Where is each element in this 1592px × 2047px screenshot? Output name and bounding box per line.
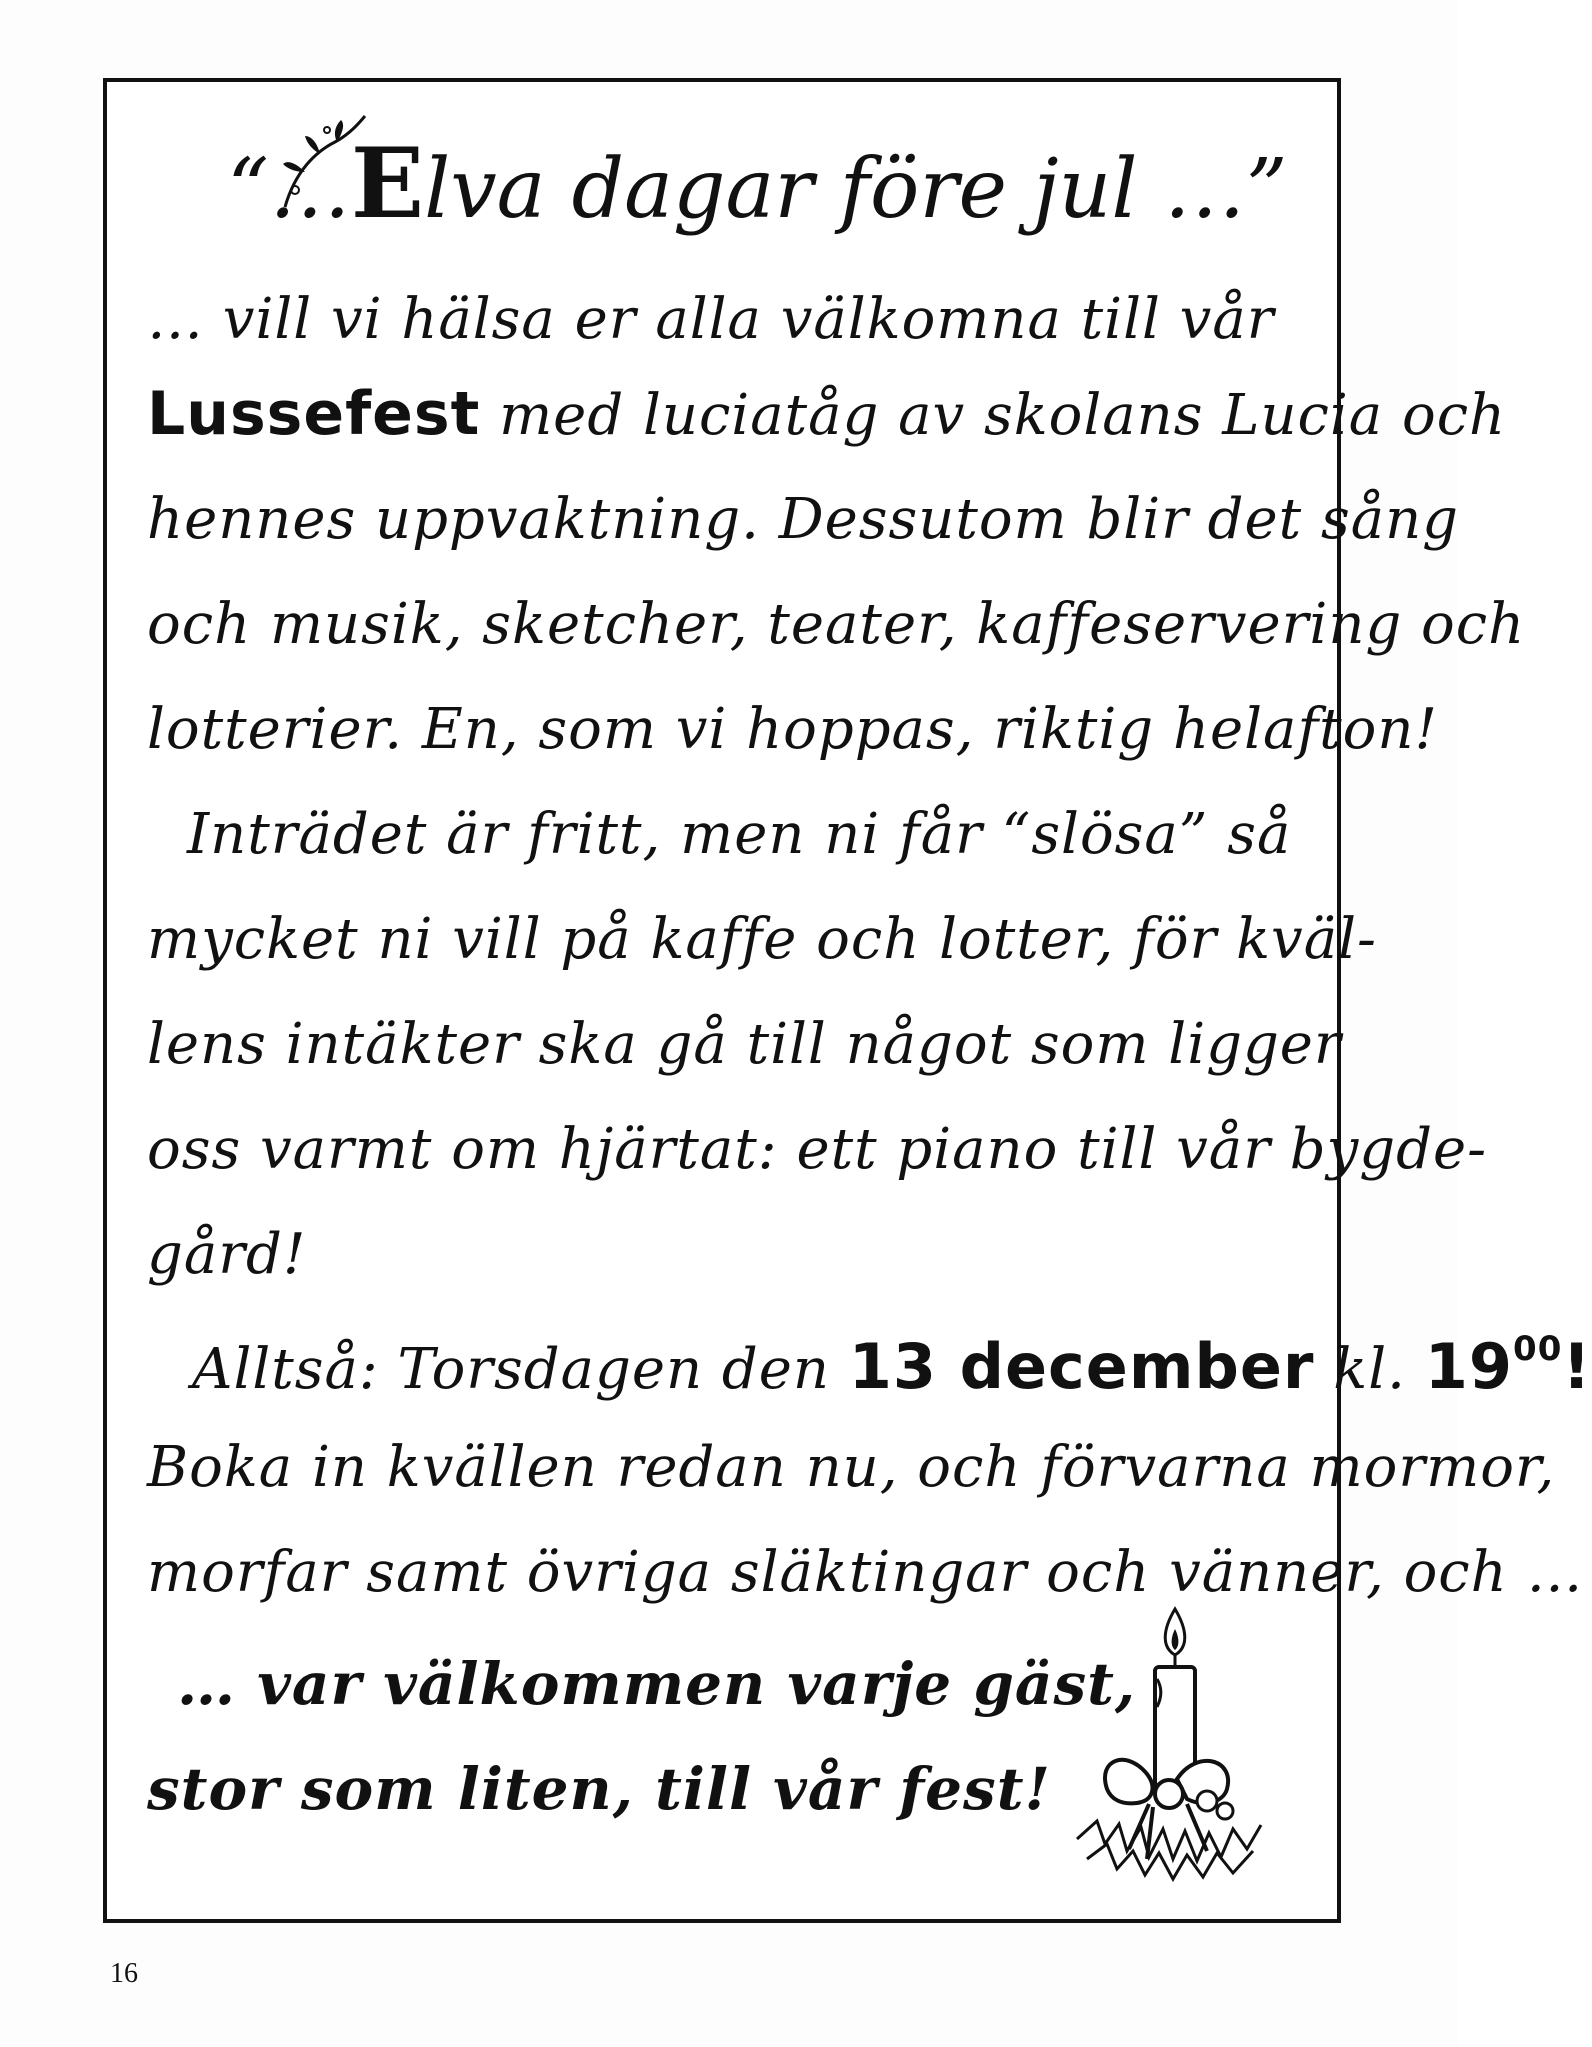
heading-initial: E (350, 127, 425, 240)
lussefest-word: Lussefest (147, 379, 481, 449)
date-intro: Alltså: Torsdagen den (192, 1337, 830, 1402)
candle-wreath-icon (1057, 1589, 1277, 1889)
heading-rest: lva dagar före jul … (424, 142, 1246, 237)
text-line-5: lotterier. En, som vi hoppas, riktig helafton! (147, 697, 1438, 762)
invitation-frame (103, 78, 1592, 1923)
text-line-3: hennes uppvaktning. Dessutom blir det sång (147, 487, 1460, 552)
text-line-10: gård! (147, 1222, 307, 1287)
heading-close-quote: ” (1245, 142, 1288, 237)
event-time-hour: 19 (1424, 1330, 1514, 1403)
event-time (1425, 1330, 1592, 1403)
text-line-7: mycket ni vill på kaffe och lotter, för kväl- (147, 907, 1377, 972)
text-line-2-rest: med luciatåg av skolans Lucia och (499, 383, 1507, 448)
text-line-6: Inträdet är fritt, men ni får “slösa” så (187, 802, 1292, 867)
text-line-12: Boka in kvällen redan nu, och förvarna mormor, (147, 1435, 1556, 1500)
text-line-11 (192, 1329, 1592, 1403)
text-line-9: oss varmt om hjärtat: ett piano till vår bygde- (147, 1117, 1488, 1182)
closing-line-1: … var välkommen varje gäst, (177, 1650, 1137, 1718)
event-time-minutes: 00 (1513, 1329, 1563, 1369)
heading (227, 127, 1288, 240)
text-line-2 (147, 379, 1507, 449)
text-line-8: lens intäkter ska gå till något som ligger (147, 1012, 1342, 1077)
event-time-exclamation: ! (1562, 1330, 1592, 1403)
text-line-13: morfar samt övriga släktingar och vänner, och … (147, 1540, 1584, 1605)
closing-line-2: stor som liten, till vår fest! (147, 1755, 1051, 1823)
text-line-1: … vill vi hälsa er alla välkomna till vår (147, 287, 1275, 352)
page-number: 16 (110, 1958, 138, 1989)
text-line-4: och musik, sketcher, teater, kaffeservering och (147, 592, 1526, 657)
event-date: 13 december (848, 1330, 1315, 1403)
heading-open-quote: “ (227, 142, 269, 237)
klockan-label: kl. (1333, 1337, 1406, 1402)
heading-leading-dots: … (268, 142, 351, 237)
